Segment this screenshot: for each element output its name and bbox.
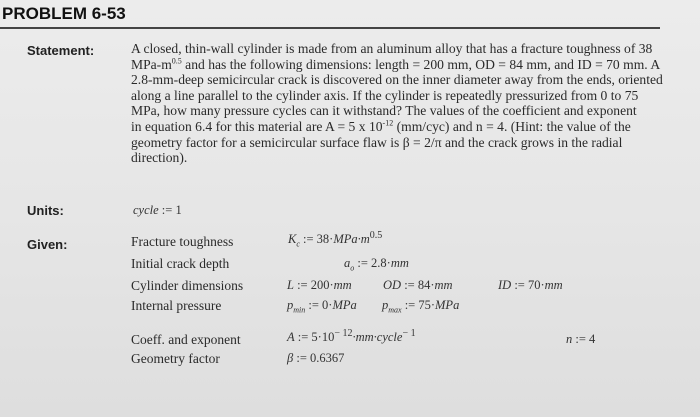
- row-label-cylinder-dimensions: Cylinder dimensions: [131, 278, 244, 293]
- eq-exponent-n: n := 4: [566, 332, 596, 346]
- statement-text: geometry factor for a semicircular surface flaw is β = 2/π and the crack grows in the radial: [131, 134, 623, 150]
- given-label: Given:: [27, 237, 68, 252]
- eq-a0: $a_o$ := 2.8·mm: [344, 256, 409, 273]
- statement-line: [131, 150, 663, 166]
- units-definition: [133, 203, 182, 218]
- eq-pmax: $p_{max}$ := 75·MPa: [382, 298, 460, 315]
- statement-line: [131, 57, 663, 73]
- units-label: Units:: [27, 203, 64, 218]
- row-label-coeff-exponent: Coeff. and exponent: [131, 332, 241, 347]
- eq-kc: $K_c$ := $38\cdot MPa\cdot m^{0.5}$: [288, 230, 383, 249]
- row-label-fracture-toughness: Fracture toughness: [131, 234, 234, 249]
- statement-text: direction).: [131, 150, 188, 166]
- statement-text: along a line parallel to the cylinder axis. If the cylinder is repeatedly pressurized from 0 to 75: [131, 87, 639, 103]
- title-divider: [0, 27, 660, 29]
- statement-text: (mm/cyc) and n = 4. (Hint: the value of the: [393, 118, 631, 134]
- statement-text: MPa-m: [131, 56, 172, 72]
- superscript: 0.5: [171, 56, 182, 66]
- statement-text: in equation 6.4 for this material are A = 5 x 10: [131, 118, 383, 134]
- statement-line: [131, 72, 663, 88]
- statement-line: [131, 41, 663, 57]
- problem-statement: [131, 41, 663, 166]
- eq-pmin: $p_{min}$ := 0·MPa: [287, 298, 357, 315]
- statement-text: 2.8-mm-deep semicircular crack is discovered on the inner diameter away from the ends, oriented: [131, 72, 663, 88]
- superscript: -12: [382, 118, 394, 128]
- units-lhs: cycle: [133, 203, 159, 217]
- statement-text: A closed, thin-wall cylinder is made from an aluminum alloy that has a fracture toughness of 38: [131, 41, 653, 56]
- eq-beta: β := 0.6367: [287, 351, 345, 365]
- units-rhs: := 1: [161, 203, 182, 217]
- statement-line: [131, 135, 663, 151]
- eq-length: L := 200·mm: [287, 278, 352, 292]
- problem-title: PROBLEM 6-53: [2, 4, 126, 23]
- statement-line: [131, 88, 663, 104]
- row-label-initial-crack: Initial crack depth: [131, 256, 230, 271]
- row-label-internal-pressure: Internal pressure: [131, 298, 222, 313]
- statement-text: MPa, how many pressure cycles can it withstand? The values of the coefficient and exponent: [131, 103, 637, 119]
- eq-coefficient-a: A := $5\cdot 10^{- 12}\cdot mm\cdot cycle^{- 1}$: [287, 328, 416, 345]
- eq-id: ID := 70·mm: [498, 278, 563, 292]
- statement-label: Statement:: [27, 43, 95, 58]
- eq-od: OD := 84·mm: [383, 278, 453, 292]
- statement-line: [131, 103, 663, 119]
- row-label-geometry-factor: Geometry factor: [131, 351, 220, 366]
- statement-text: and has the following dimensions: length = 200 mm, OD = 84 mm, and ID = 70 mm. A: [181, 56, 661, 72]
- statement-line: [131, 119, 663, 135]
